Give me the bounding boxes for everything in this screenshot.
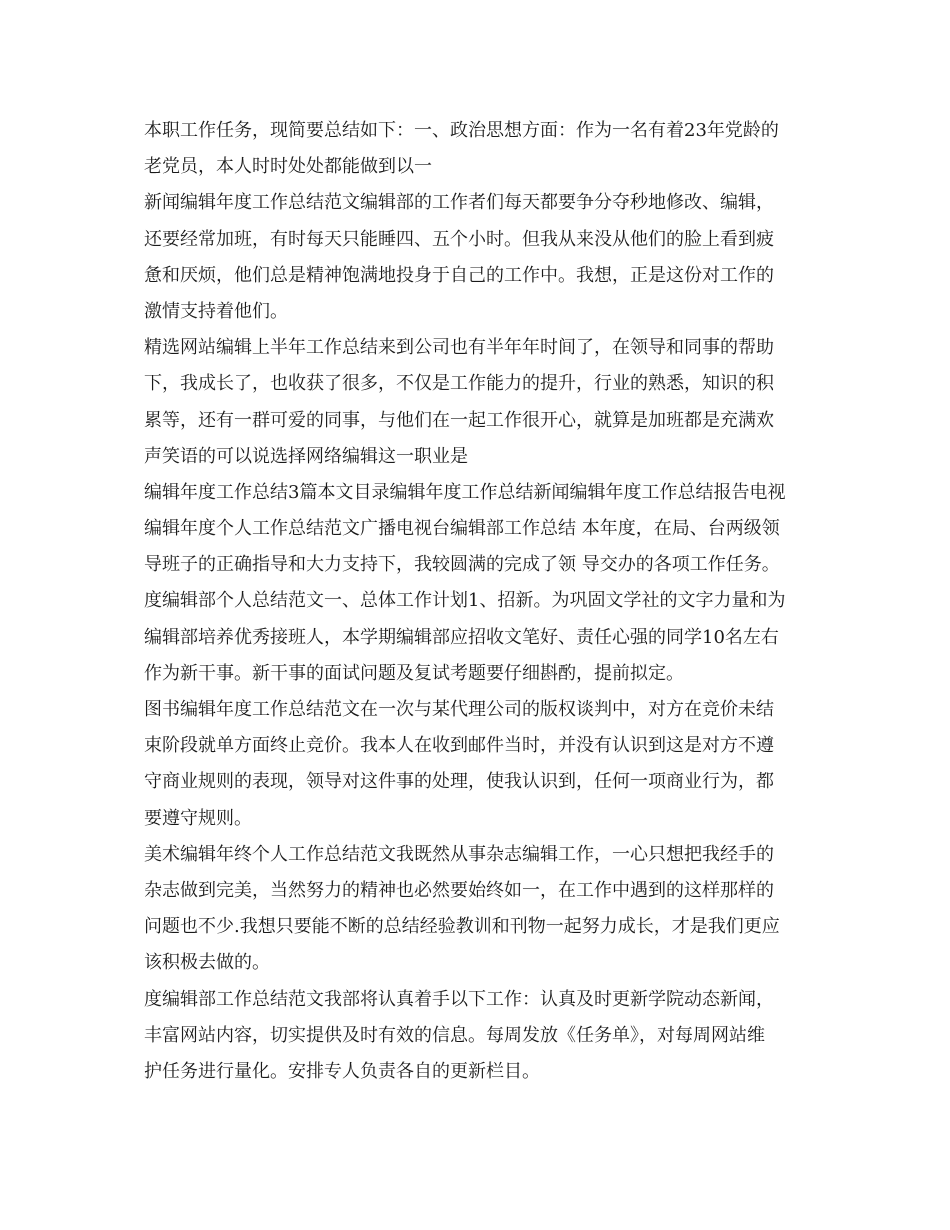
document-body <box>144 113 824 1090</box>
text-line: 该积极去做的。 <box>144 952 270 974</box>
text-line: 激情支持着他们。 <box>144 300 288 322</box>
text-line: 守商业规则的表现，领导对这件事的处理，使我认识到，任何一项商业行为，都 <box>144 771 774 793</box>
text-line: 编辑年度工作总结3篇本文目录编辑年度工作总结新闻编辑年度工作总结报告电视 <box>144 481 786 503</box>
text-line: 美术编辑年终个人工作总结范文我既然从事杂志编辑工作，一心只想把我经手的 <box>144 843 774 865</box>
text-line: 还要经常加班，有时每天只能睡四、五个小时。但我从来没从他们的脸上看到疲 <box>144 228 774 250</box>
text-line: 精选网站编辑上半年工作总结来到公司也有半年年时间了，在领导和同事的帮助 <box>144 337 774 359</box>
text-line: 惫和厌烦，他们总是精神饱满地投身于自己的工作中。我想，正是这份对工作的 <box>144 264 774 286</box>
text-line: 本职工作任务，现简要总结如下：一、政治思想方面：作为一名有着23年党龄的 <box>144 120 779 141</box>
text-line: 累等，还有一群可爱的同事，与他们在一起工作很开心，就算是加班都是充满欢 <box>144 409 774 431</box>
text-line: 老党员，本人时时处处都能做到以一 <box>144 156 432 178</box>
text-line: 图书编辑年度工作总结范文在一次与某代理公司的版权谈判中，对方在竞价未结 <box>144 699 774 720</box>
text-line: 编辑部培养优秀接班人，本学期编辑部应招收文笔好、责任心强的同学10名左右 <box>144 626 779 648</box>
text-line: 度编辑部工作总结范文我部将认真着手以下工作：认真及时更新学院动态新闻， <box>144 988 774 1010</box>
text-line: 度编辑部个人总结范文一、总体工作计划1、招新。为巩固文学社的文字力量和为 <box>144 590 786 612</box>
text-line: 下，我成长了，也收获了很多，不仅是工作能力的提升，行业的熟悉，知识的积 <box>144 373 774 395</box>
text-line: 护任务进行量化。安排专人负责各自的更新栏目。 <box>144 1060 540 1082</box>
text-line: 问题也不少.我想只要能不断的总结经验教训和刊物一起努力成长，才是我们更应 <box>144 916 780 938</box>
text-line: 导班子的正确指导和大力支持下，我较圆满的完成了领 导交办的各项工作任务。 <box>144 554 780 576</box>
text-line: 杂志做到完美，当然努力的精神也必然要始终如一，在工作中遇到的这样那样的 <box>144 879 774 901</box>
text-line: 编辑年度个人工作总结范文广播电视台编辑部工作总结 本年度，在局、台两级领 <box>144 518 780 540</box>
text-line: 新闻编辑年度工作总结范文编辑部的工作者们每天都要争分夺秒地修改、编辑， <box>144 192 774 214</box>
text-line: 束阶段就单方面终止竞价。我本人在收到邮件当时，并没有认识到这是对方不遵 <box>144 735 774 757</box>
text-line: 要遵守规则。 <box>144 807 252 829</box>
text-line: 丰富网站内容，切实提供及时有效的信息。每周发放《任务单》，对每周网站维 <box>144 1024 765 1046</box>
text-line: 作为新干事。新干事的面试问题及复试考题要仔细斟酌，提前拟定。 <box>144 662 684 684</box>
text-line: 声笑语的可以说选择网络编辑这一职业是 <box>144 445 468 467</box>
